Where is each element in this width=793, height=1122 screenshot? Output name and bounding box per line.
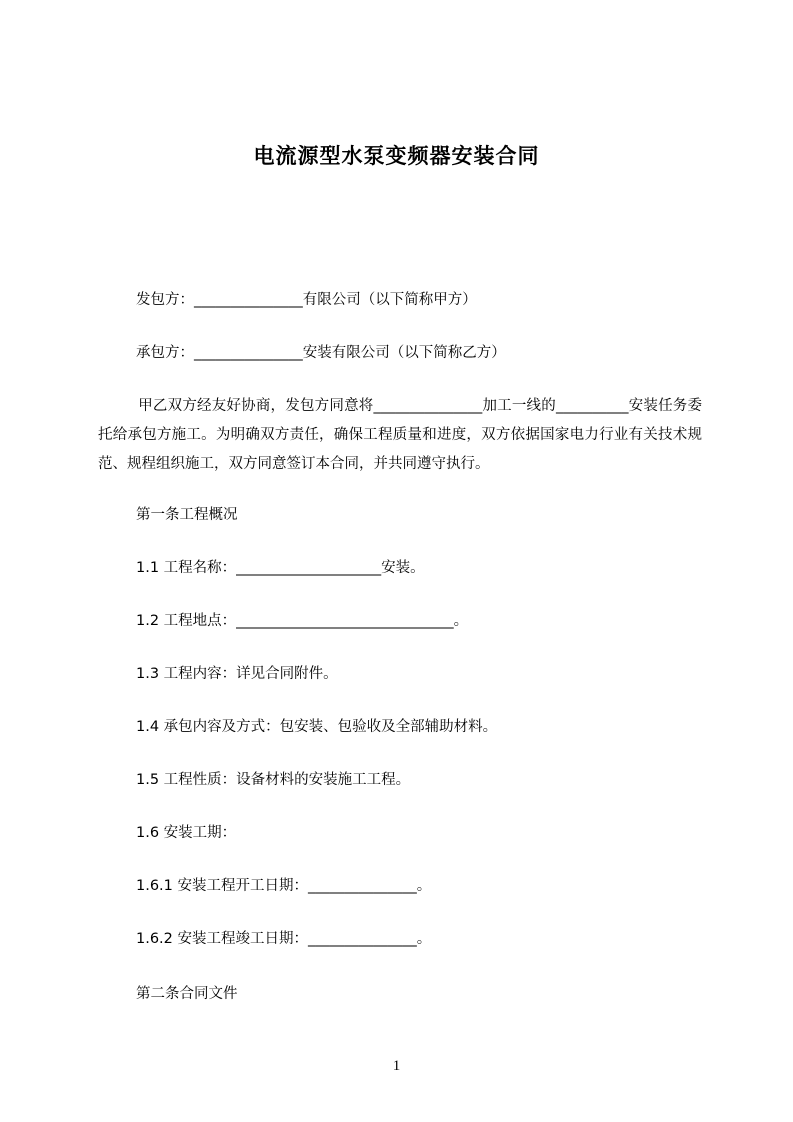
item-1-6-1: 1.6.1 安装工程开工日期：_______________。 <box>136 878 432 894</box>
item-1-1: 1.1 工程名称：____________________安装。 <box>136 560 425 576</box>
intro-text: 甲乙双方经友好协商，发包方同意将_______________加工一线的__________安装任务委托给承包方施工。为明确双方责任，确保工程质量和进度，双方依据国家电力行业有关技术规范、规程组织施工，双方同意签订本合同，并共同遵守执行。 <box>98 398 702 472</box>
party-a-line: 发包方：_______________有限公司（以下简称甲方） <box>136 292 477 308</box>
page-number: 1 <box>392 1058 401 1074</box>
item-1-6: 1.6 安装工期： <box>136 825 237 841</box>
item-1-6-2: 1.6.2 安装工程竣工日期：_______________。 <box>136 931 432 947</box>
item-1-3: 1.3 工程内容：详见合同附件。 <box>136 666 338 682</box>
article-2-title: 第二条合同文件 <box>136 986 238 1002</box>
item-1-4: 1.4 承包内容及方式：包安装、包验收及全部辅助材料。 <box>136 719 498 735</box>
party-b-line: 承包方：_______________安装有限公司（以下简称乙方） <box>136 345 506 361</box>
document-title: 电流源型水泵变频器安装合同 <box>253 144 540 168</box>
intro-paragraph <box>98 392 702 479</box>
item-1-5: 1.5 工程性质：设备材料的安装施工工程。 <box>136 772 411 788</box>
article-1-title: 第一条工程概况 <box>136 507 238 523</box>
item-1-2: 1.2 工程地点：______________________________。 <box>136 613 469 629</box>
